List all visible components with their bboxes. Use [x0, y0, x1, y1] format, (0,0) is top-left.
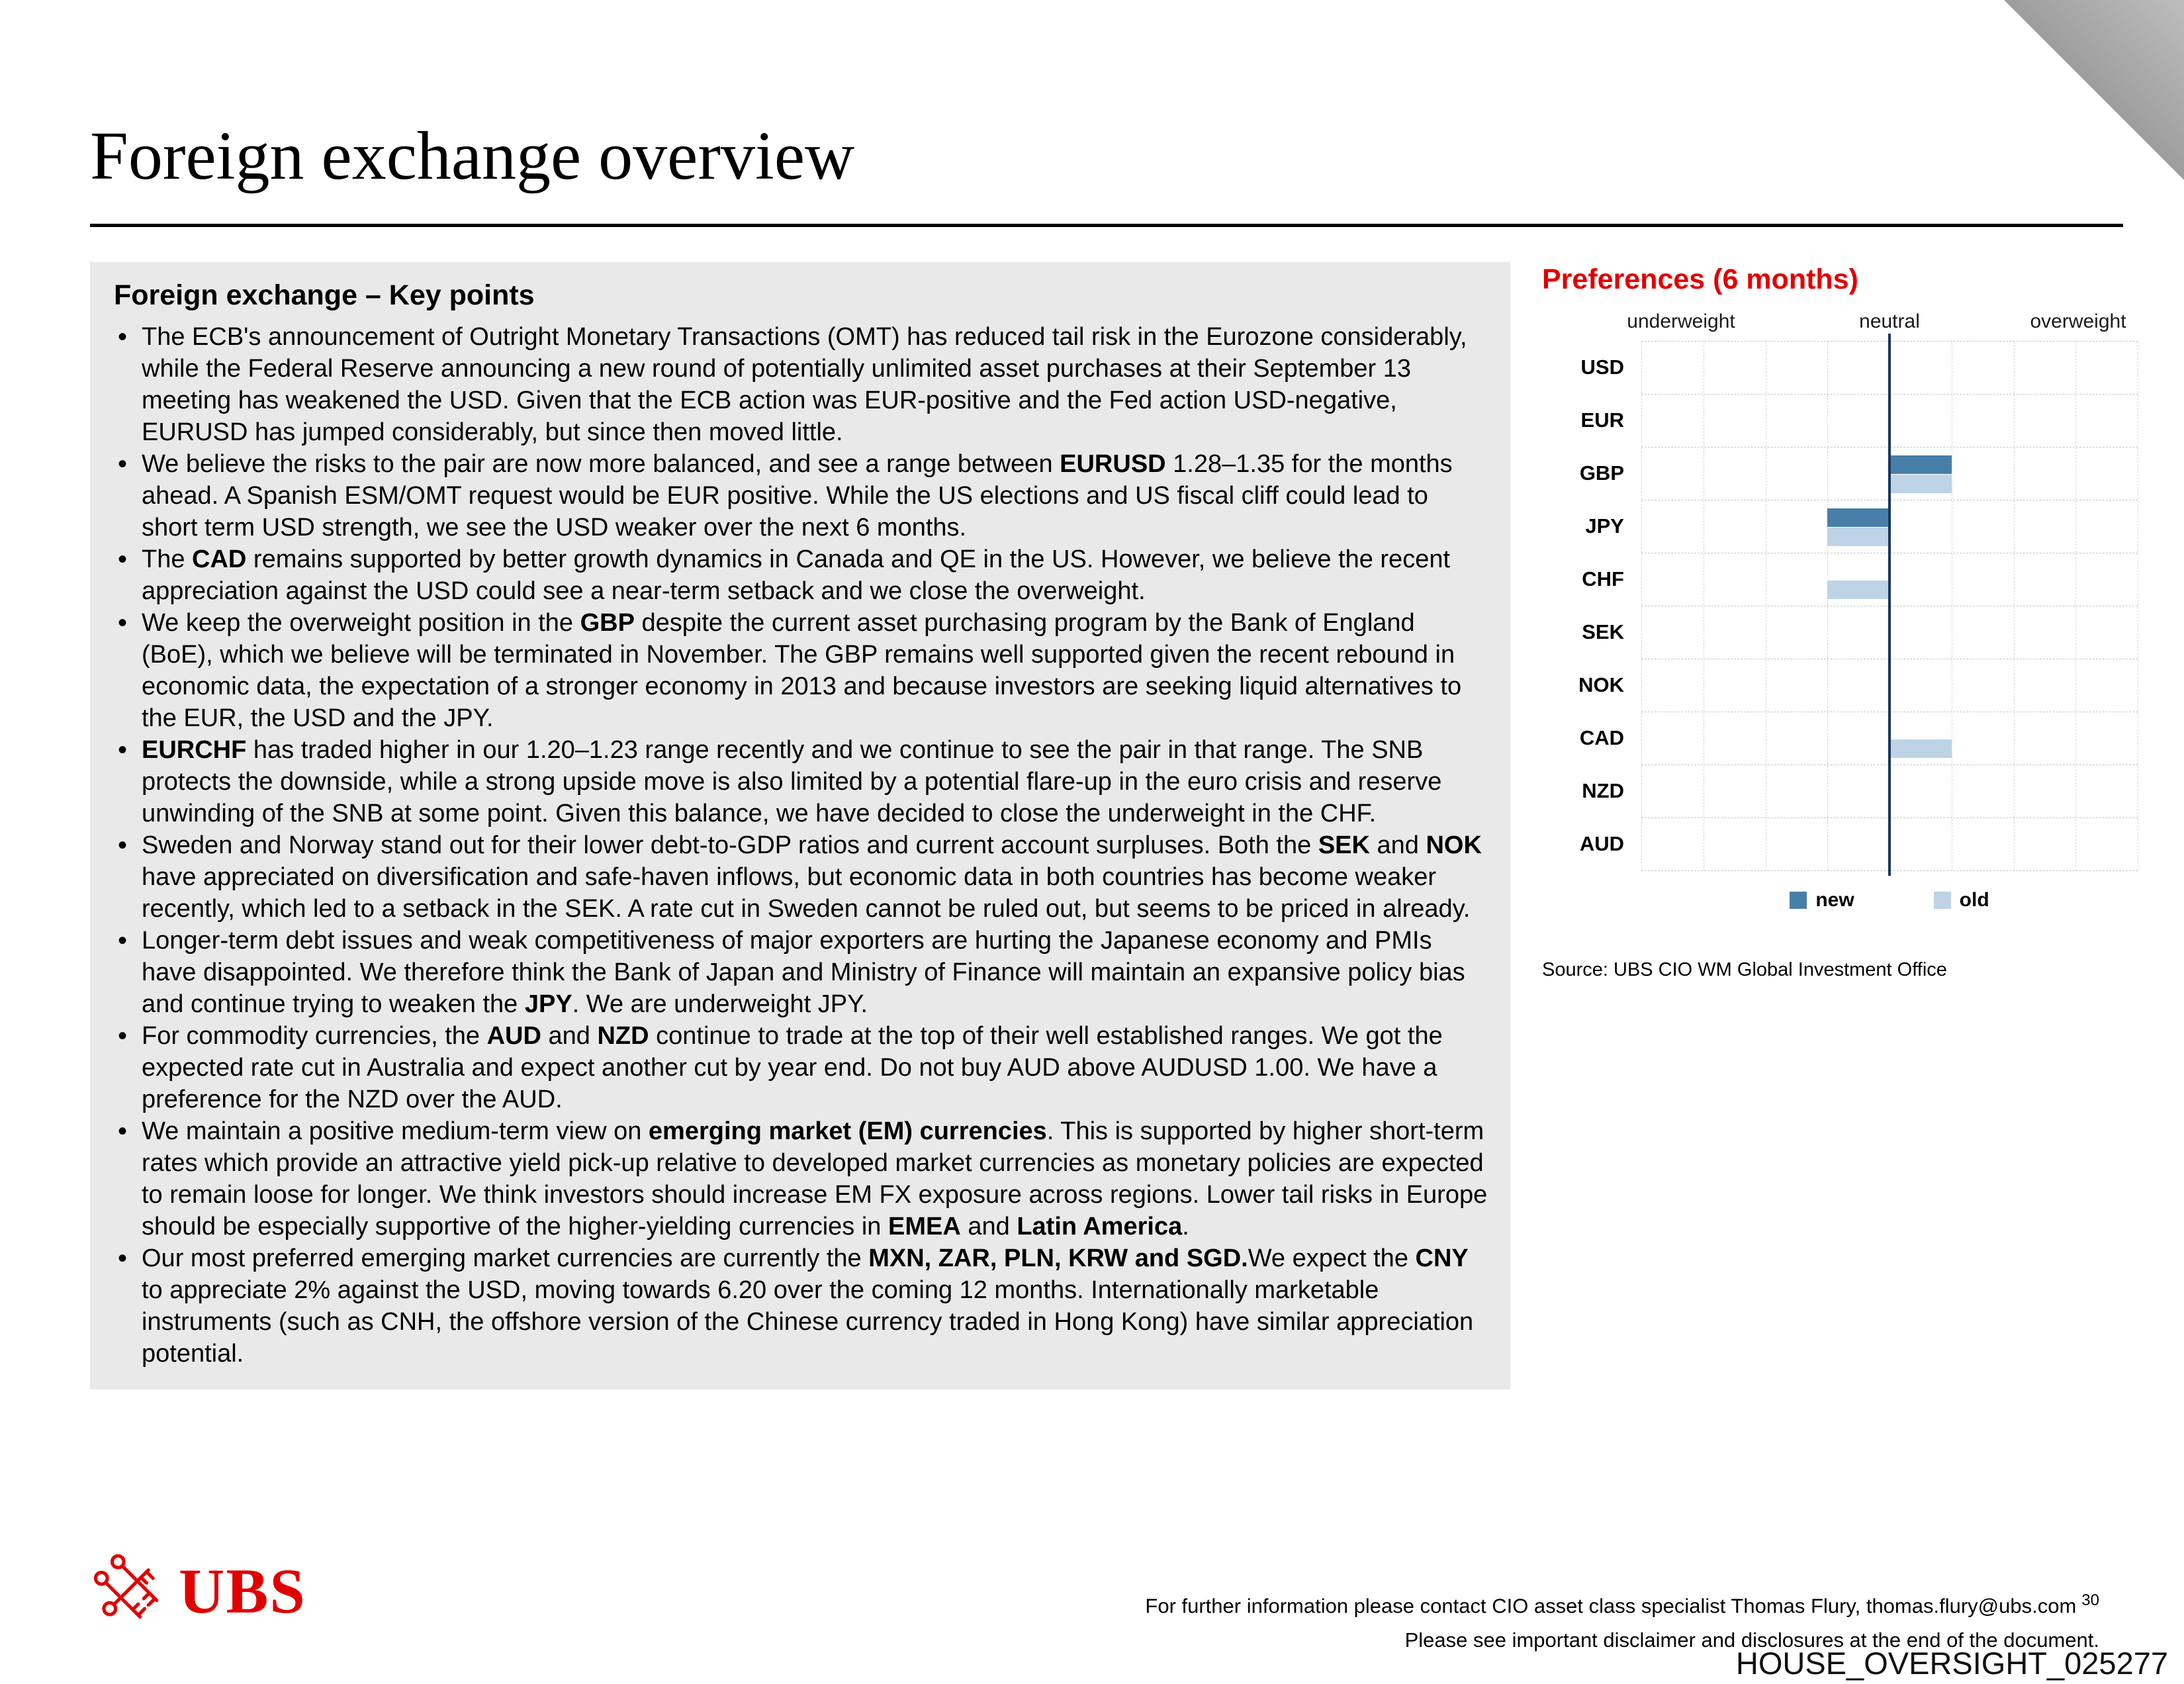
currency-label-nzd: NZD: [1582, 779, 1624, 802]
ubs-wordmark: UBS: [179, 1556, 306, 1626]
bar-new-gbp: [1889, 455, 1952, 474]
legend-item-old: [1934, 889, 1989, 912]
key-points-box: [90, 262, 1510, 1389]
currency-label-nok: NOK: [1578, 673, 1624, 696]
legend-label-old: old: [1959, 889, 1989, 911]
footer-contact-line: [1145, 1583, 2099, 1623]
chart-body: [1542, 341, 2138, 870]
legend-swatch-new: [1790, 892, 1807, 909]
currency-label-aud: AUD: [1579, 832, 1624, 855]
key-points-heading: Foreign exchange – Key points: [114, 279, 535, 311]
source-note: Source: UBS CIO WM Global Investment Office: [1542, 959, 1947, 980]
document-watermark: HOUSE_OVERSIGHT_025277: [1735, 1646, 2168, 1681]
bar-new-jpy: [1827, 508, 1889, 527]
key-point: • We believe the risks to the pair are now more balanced, and see a range between EURUSD 1.28–1.35 for the months ahead. A Spanish ESM/OMT request would be EUR positive. While the US elections and US fiscal cliff could lead to short term USD strength, we see the USD weaker over the next 6 months.: [111, 448, 1488, 543]
footer-disclaimer: Please see important disclaimer and disclosures at the end of the document.: [1404, 1628, 2099, 1652]
currency-label-jpy: JPY: [1585, 514, 1624, 538]
preferences-panel: [1542, 263, 2138, 981]
key-point: • Our most preferred emerging market currencies are currently the MXN, ZAR, PLN, KRW and SGD.We expect the CNY to appreciate 2% against the USD, moving towards 6.20 over the coming 12 months. Internationally marketable instruments (such as CNH, the offshore version of the Chinese currency traded in Hong Kong) have similar appreciation potential.: [111, 1242, 1488, 1370]
footer-contact: For further information please contact CIO asset class specialist Thomas Flury, thomas.flury@ubs.com: [1145, 1594, 2077, 1618]
ubs-logo: [90, 1550, 306, 1632]
preferences-chart: [1542, 310, 2138, 912]
currency-label-eur: EUR: [1580, 408, 1624, 432]
key-point: • EURCHF has traded higher in our 1.20–1.23 range recently and we continue to see the pair in that range. The SNB protects the downside, while a strong upside move is also limited by a potential flare-up in the euro crisis and reserve unwinding of the SNB at some point. Given this balance, we have decided to close the underweight in the CHF.: [111, 734, 1488, 829]
currency-label-usd: USD: [1580, 355, 1624, 379]
bar-old-cad: [1889, 739, 1952, 758]
neutral-axis-line: [1888, 334, 1891, 876]
page-number: 30: [2081, 1591, 2099, 1609]
legend-label-new: new: [1815, 889, 1854, 911]
bar-old-jpy: [1827, 528, 1889, 546]
currency-label-sek: SEK: [1582, 620, 1624, 643]
key-point: • We maintain a positive medium-term view on emerging market (EM) currencies. This is supported by higher short-term rates which provide an attractive yield pick-up relative to developed market currencies as monetary policies are expected to remain loose for longer. We think investors should increase EM FX exposure across regions. Lower tail risks in Europe should be especially supportive of the higher-yielding currencies in EMEA and Latin America.: [111, 1115, 1488, 1242]
bar-old-gbp: [1889, 475, 1952, 493]
ubs-keys-icon: [90, 1550, 168, 1632]
currency-label-cad: CAD: [1579, 726, 1624, 749]
key-point: • Longer-term debt issues and weak competitiveness of major exporters are hurting the Japanese economy and PMIs have disappointed. We therefore think the Bank of Japan and Ministry of Finance will maintain an expansive policy bias and continue trying to weaken the JPY. We are underweight JPY.: [111, 925, 1488, 1020]
key-points-list: [111, 321, 1488, 1370]
key-point: • The ECB's announcement of Outright Monetary Transactions (OMT) has reduced tail risk in the Eurozone considerably, while the Federal Reserve announcing a new round of potentially unlimited asset purchases at their September 13 meeting has weakened the USD. Given that the ECB action was EUR-positive and the Fed action USD-negative, EURUSD has jumped considerably, but since then moved little.: [111, 321, 1488, 448]
page-title: Foreign exchange overview: [90, 118, 855, 194]
axis-label-overweight: overweight: [2030, 310, 2126, 332]
currency-label-gbp: GBP: [1579, 461, 1624, 485]
bar-old-chf: [1827, 581, 1889, 599]
corner-fold-decoration: [2004, 0, 2184, 180]
currency-label-chf: CHF: [1582, 567, 1624, 590]
axis-label-underweight: underweight: [1627, 310, 1735, 332]
key-point: • We keep the overweight position in the GBP despite the current asset purchasing program by the Bank of England (BoE), which we believe will be terminated in November. The GBP remains well supported given the recent rebound in economic data, the expectation of a stronger economy in 2013 and because investors are seeking liquid alternatives to the EUR, the USD and the JPY.: [111, 607, 1488, 734]
title-divider: [90, 224, 2123, 227]
legend-swatch-old: [1934, 892, 1951, 909]
key-point: • For commodity currencies, the AUD and NZD continue to trade at the top of their well established ranges. We got the expected rate cut in Australia and expect another cut by year end. Do not buy AUD above AUDUSD 1.00. We have a preference for the NZD over the AUD.: [111, 1020, 1488, 1115]
chart-plot: [1641, 341, 2138, 870]
key-point: • The CAD remains supported by better growth dynamics in Canada and QE in the US. However, we believe the recent appreciation against the USD could see a near-term setback and we close the overweight.: [111, 543, 1488, 607]
legend-item-new: [1790, 889, 1854, 912]
chart-legend: [1641, 889, 2138, 912]
key-point: • Sweden and Norway stand out for their lower debt-to-GDP ratios and current account surpluses. Both the SEK and NOK have appreciated on diversification and safe-haven inflows, but economic data in both countries has become weaker recently, which led to a setback in the SEK. A rate cut in Sweden cannot be ruled out, but seems to be priced in already.: [111, 829, 1488, 925]
preferences-heading: Preferences (6 months): [1542, 263, 1858, 295]
axis-label-neutral: neutral: [1859, 310, 1920, 332]
currency-labels: [1542, 341, 1641, 870]
